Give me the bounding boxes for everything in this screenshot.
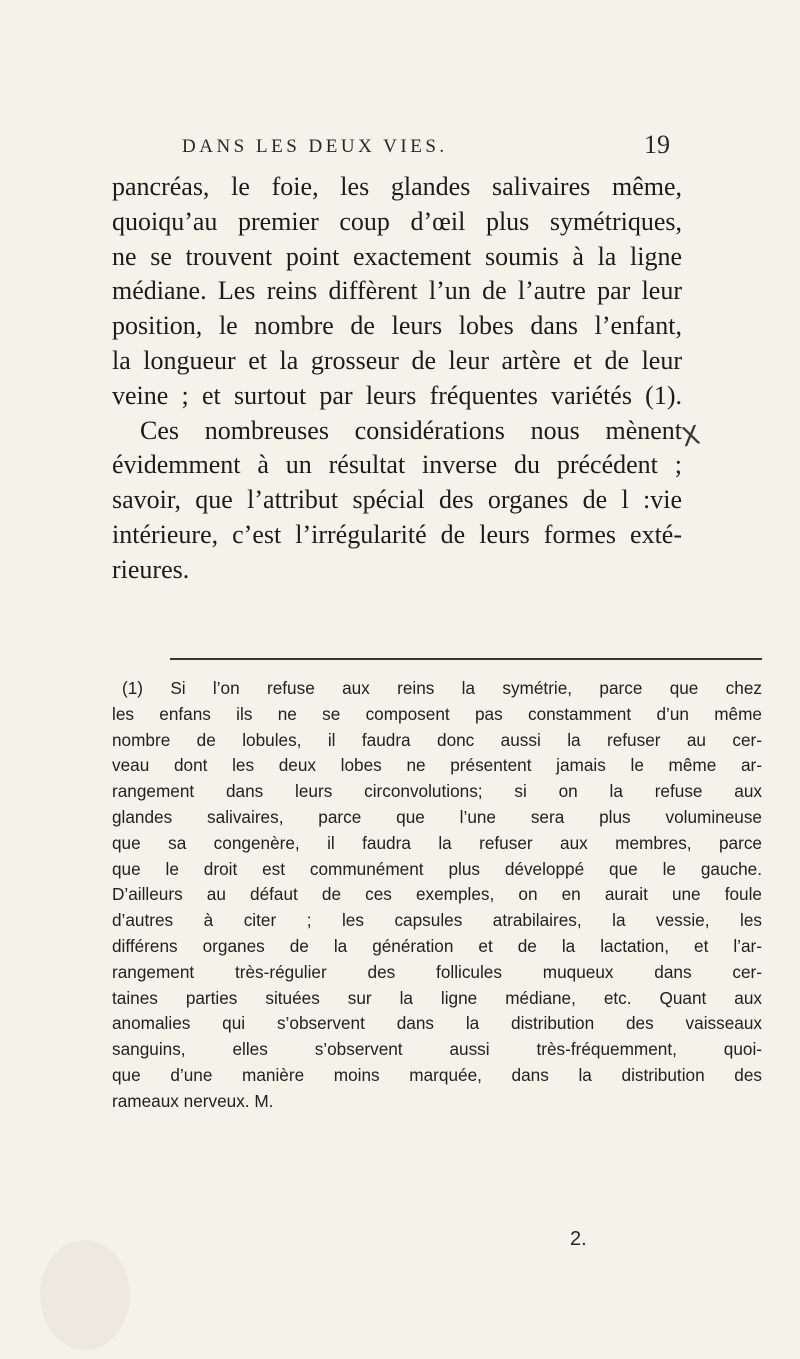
footnote-line: que le droit est communément plus développé que le gauche. (112, 858, 762, 879)
footnote (112, 676, 762, 1115)
footnote-line: que d’une manière moins marquée, dans la distribution des (112, 1064, 762, 1085)
running-head-title: DANS LES DEUX VIES. (182, 136, 448, 157)
text-line: veine ; et surtout par leurs fréquentes variétés (1). (112, 380, 682, 410)
text-line: savoir, que l’attribut spécial des organes de l :vie (112, 485, 682, 515)
margin-annotation: X (679, 420, 703, 454)
running-head (182, 130, 670, 168)
text-line: évidemment à un résultat inverse du précédent ; (112, 450, 682, 480)
footnote-line: d’autres à citer ; les capsules atrabilaires, la vessie, les (112, 910, 762, 931)
text-line: quoiqu’au premier coup d’œil plus symétriques, (112, 206, 682, 236)
footnote-line: taines parties situées sur la ligne médiane, etc. Quant aux (112, 987, 762, 1008)
paper-stain (40, 1240, 130, 1350)
footnote-line: sanguins, elles s’observent aussi très-fréquemment, quoi- (112, 1039, 762, 1060)
text-line: ne se trouvent point exactement soumis à la ligne (112, 241, 682, 271)
main-text (112, 170, 682, 588)
text-line: position, le nombre de leurs lobes dans l’enfant, (112, 311, 682, 341)
text-line: la longueur et la grosseur de leur artère et de leur (112, 345, 682, 375)
page-number: 19 (644, 130, 670, 159)
footnote-line: différens organes de la génération et de la lactation, et l’ar- (112, 935, 762, 956)
text-line: Ces nombreuses considérations nous mènent (140, 415, 682, 445)
footnote-line: veau dont les deux lobes ne présentent jamais le même ar- (112, 755, 762, 776)
footnote-line: que sa congenère, il faudra la refuser aux membres, parce (112, 832, 762, 853)
signature-mark: 2. (570, 1228, 587, 1250)
footnote-line: (1) Si l’on refuse aux reins la symétrie, parce que chez (122, 678, 762, 698)
footnote-line: D’ailleurs au défaut de ces exemples, on en aurait une foule (112, 884, 762, 905)
text-line: médiane. Les reins diffèrent l’un de l’autre par leur (112, 276, 682, 306)
footnote-line: rameaux nerveux. M. (112, 1090, 274, 1111)
footnote-line: rangement très-régulier des follicules muqueux dans cer- (112, 961, 762, 982)
footnote-line: nombre de lobules, il faudra donc aussi la refuser au cer- (112, 729, 762, 750)
footnote-line: rangement dans leurs circonvolutions; si on la refuse aux (112, 781, 762, 802)
footnote-line: les enfans ils ne se composent pas constamment d’un même (112, 703, 762, 724)
footnote-separator (170, 658, 762, 660)
text-line: rieures. (112, 554, 190, 584)
footnote-line: anomalies qui s’observent dans la distribution des vaisseaux (112, 1013, 762, 1034)
text-line: intérieure, c’est l’irrégularité de leurs formes exté- (112, 519, 682, 549)
text-line: pancréas, le foie, les glandes salivaires même, (112, 172, 682, 201)
footnote-line: glandes salivaires, parce que l’une sera plus volumineuse (112, 806, 762, 827)
